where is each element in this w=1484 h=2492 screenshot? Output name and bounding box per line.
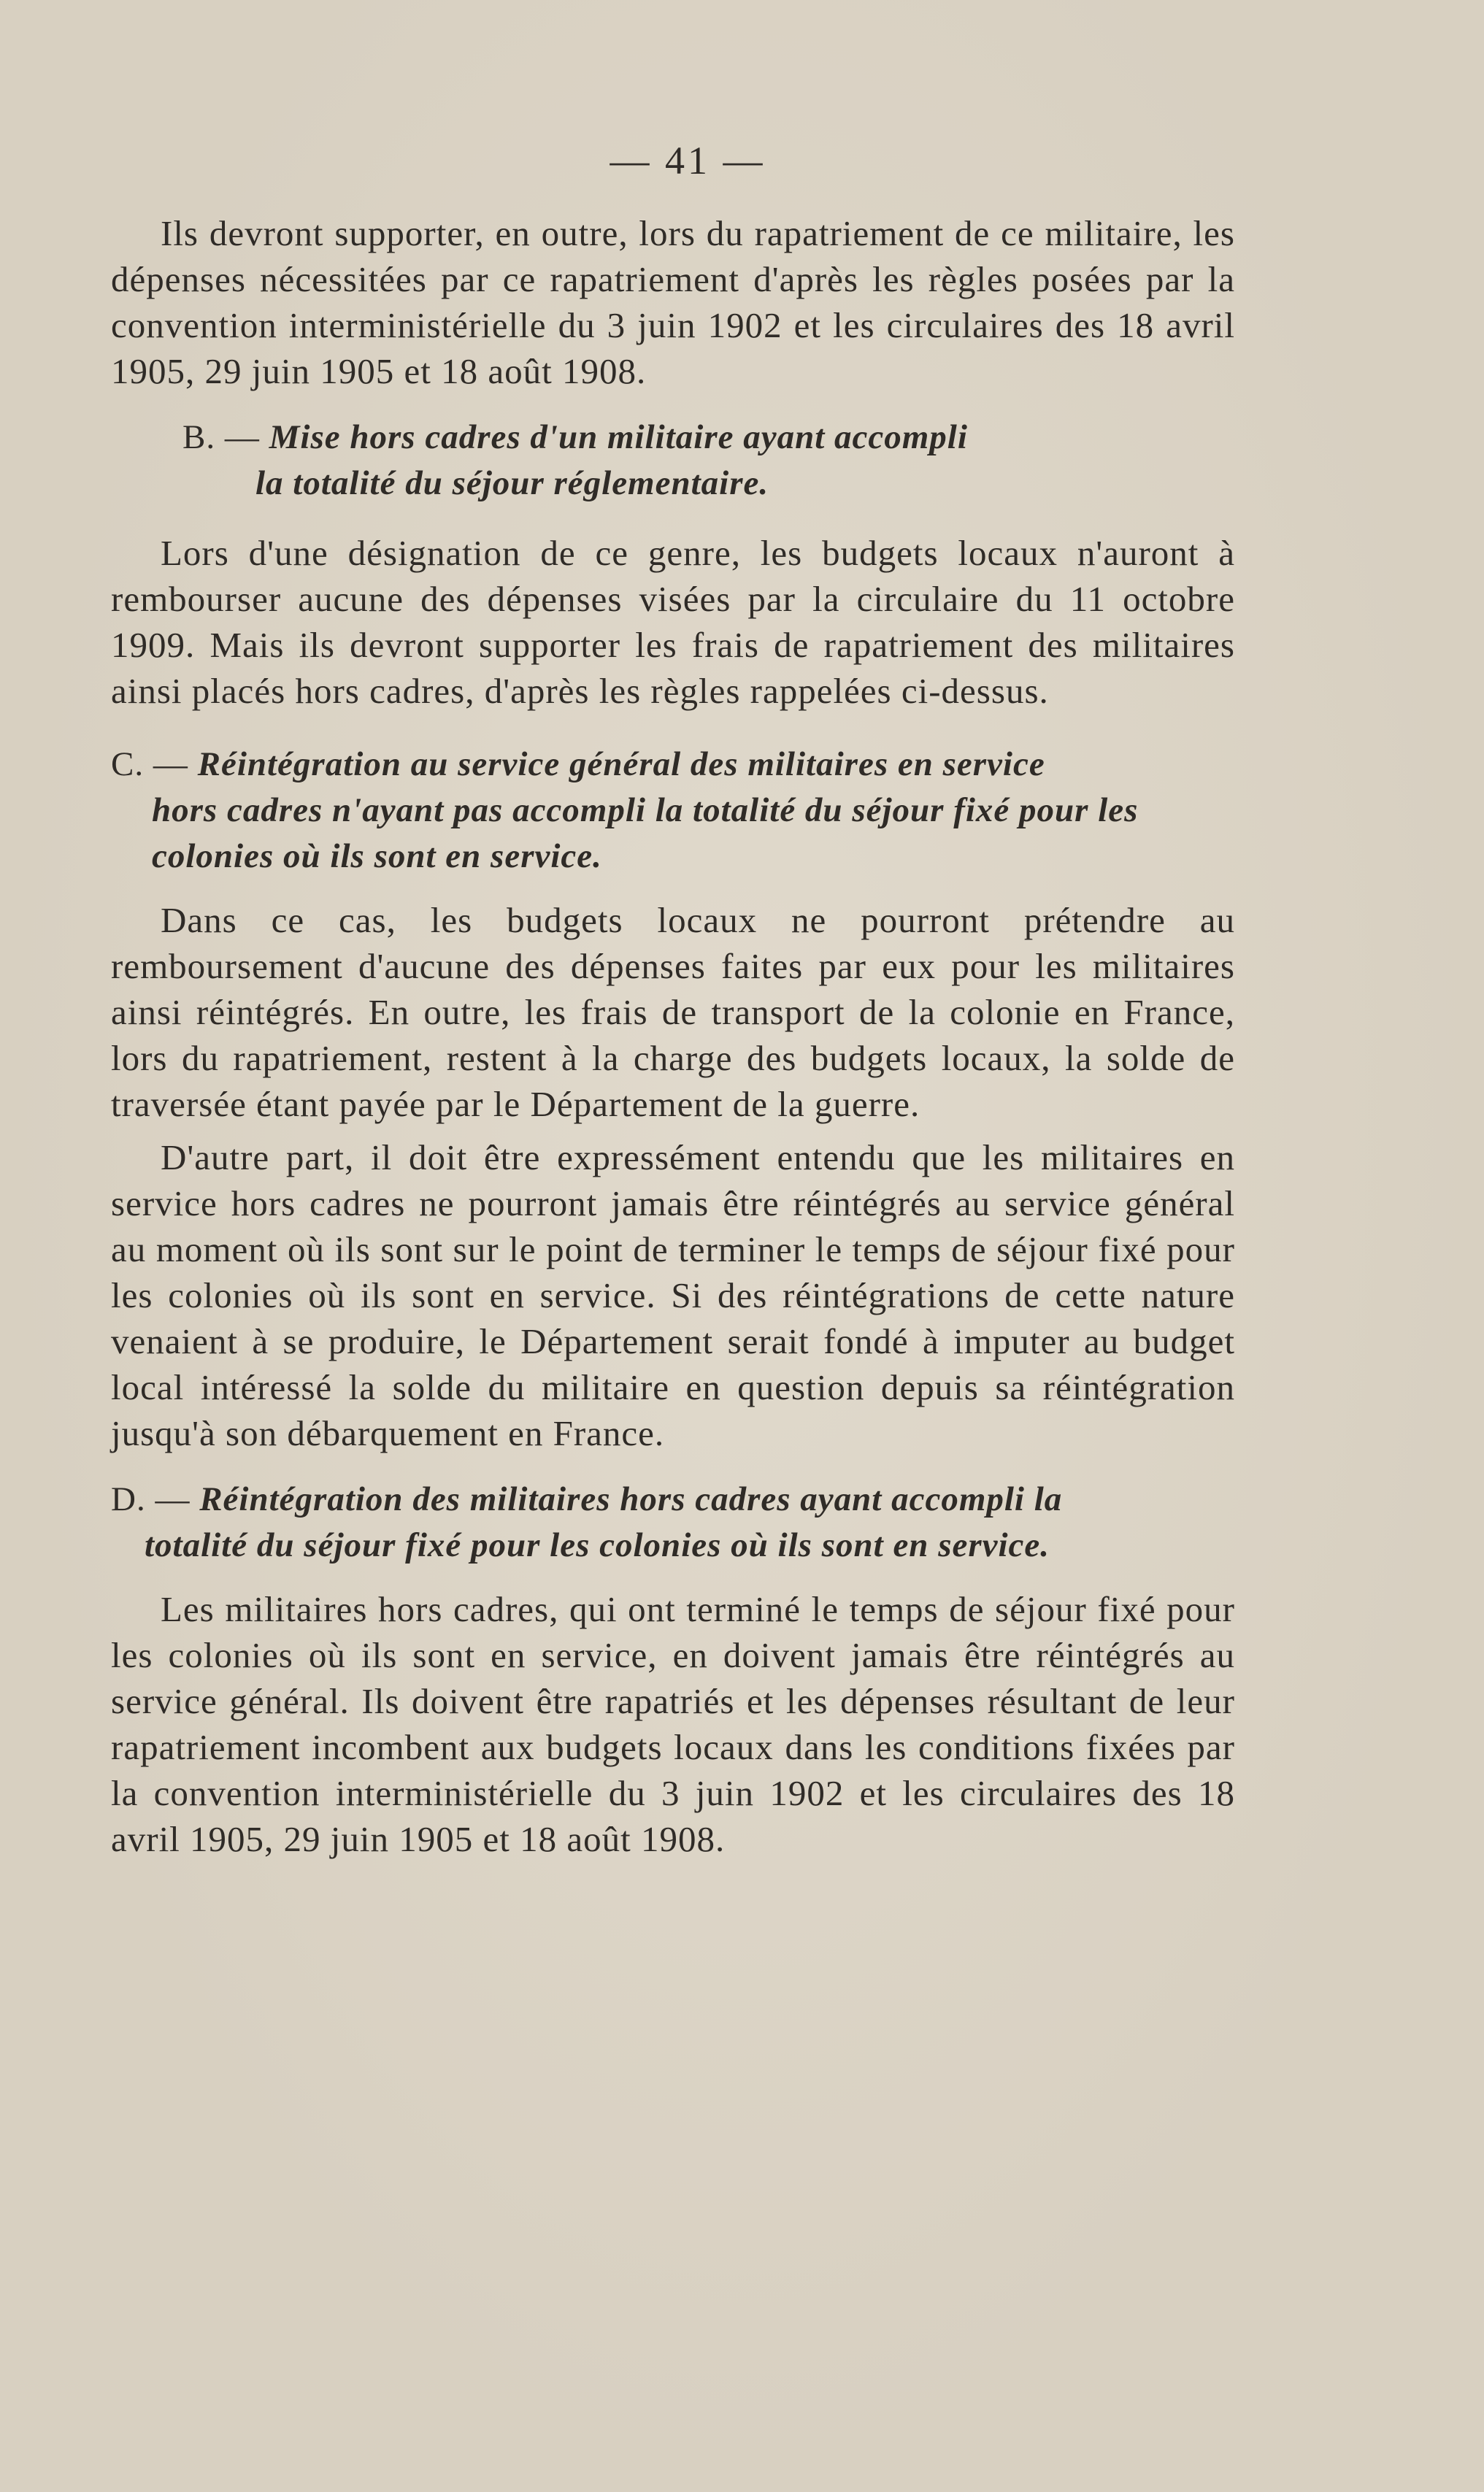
intro-paragraph: Ils devront supporter, en outre, lors du rapatriement de ce militaire, les dépenses nécessitées par ce rapatriement d'après les règles posées par la convention interministérielle du 3 juin 1902 et les circulaires des 18 avril 1905, 29 juin 1905 et 18 août 1908. [111,213,1235,391]
section-d-heading [111,1477,1235,1569]
section-b-heading [111,415,1235,507]
section-c-heading [111,742,1235,880]
section-d-title-line1: Réintégration des militaires hors cadres ayant accompli la [199,1480,1063,1518]
section-b-paragraph: Lors d'une désignation de ce genre, les budgets locaux n'auront à rembourser aucune des dépenses visées par la circulaire du 11 octobre 1909. Mais ils devront supporter les frais de rapatriement des militaires ainsi placés hors cadres, d'après les règles rappelées ci-dessus. [111,533,1235,711]
section-c-paragraph-2: D'autre part, il doit être expressément entendu que les militaires en service hors cadres ne pourront jamais être réintégrés au service général au moment où ils sont sur le point de terminer le temps de séjour fixé pour les colonies où ils sont en service. Si des réintégrations de cette nature venaient à se produire, le Département serait fondé à imputer au budget local intéressé la solde du militaire en question depuis sa réintégration jusqu'à son débarquement en France. [111,1137,1235,1453]
section-c-title-line1: Réintégration au service général des militaires en service [197,745,1045,783]
section-d-label: D. — [111,1480,191,1518]
page-number: — 41 — [610,139,766,182]
section-d-paragraph: Les militaires hors cadres, qui ont terminé le temps de séjour fixé pour les colonies où ils sont en service, en doivent jamais être réintégrés au service général. Ils doivent être rapatriés et les dépenses résultant de leur rapatriement incombent aux budgets locaux dans les conditions fixées par la convention interministérielle du 3 juin 1902 et les circulaires des 18 avril 1905, 29 juin 1905 et 18 août 1908. [111,1589,1235,1859]
section-c-label: C. — [111,745,188,783]
section-c-title-line2: hors cadres n'ayant pas accompli la totalité du séjour fixé pour les colonies où ils sont en service. [152,791,1139,875]
section-b-label: B. — [182,418,260,456]
section-b-title-line1: Mise hors cadres d'un militaire ayant accompli [269,418,968,456]
section-b-title-line2: la totalité du séjour réglementaire. [255,464,769,502]
page-text [111,139,1235,1862]
section-c-paragraph-1: Dans ce cas, les budgets locaux ne pourront prétendre au remboursement d'aucune des dépenses faites par eux pour les militaires ainsi réintégrés. En outre, les frais de transport de la colonie en France, lors du rapatriement, restent à la charge des budgets locaux, la solde de traversée étant payée par le Département de la guerre. [111,900,1235,1124]
section-d-title-line2: totalité du séjour fixé pour les colonies où ils sont en service. [145,1526,1050,1564]
